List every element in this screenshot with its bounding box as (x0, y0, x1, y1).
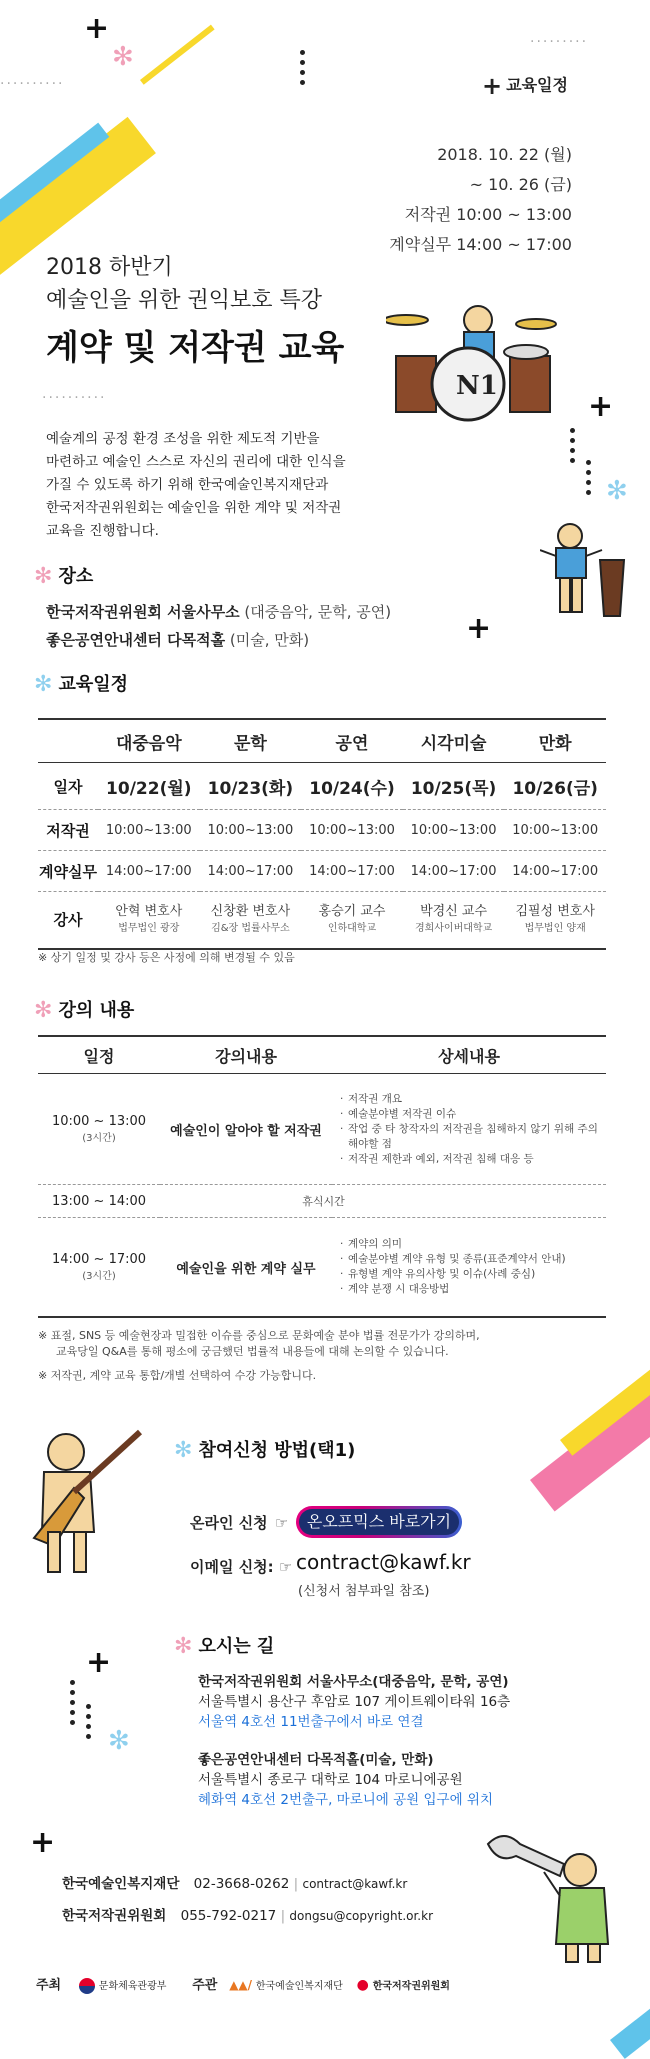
row-label: 강사 (38, 892, 98, 950)
intro-text (46, 428, 346, 543)
intro-line: 마련하고 예술인 스스로 자신의 권리에 대한 인식을 (46, 454, 346, 470)
contact-email[interactable]: dongsu@copyright.or.kr (289, 1909, 433, 1923)
vertical-dots (86, 1704, 92, 1744)
table-cell: 10:00~13:00 (301, 810, 403, 851)
trumpeter-illustration (484, 1824, 634, 1964)
organizer-label: 주관 (192, 1978, 218, 1993)
venue-item (46, 598, 391, 626)
place-address: 서울특별시 용산구 후암로 107 게이트웨이타워 16층 (198, 1694, 511, 1710)
table-header-cell: 시각미술 (403, 719, 505, 763)
dotted-line: ·········· (0, 76, 65, 92)
yellow-stripe-top (140, 25, 215, 85)
table-cell: 10/22(월) (98, 763, 200, 810)
plus-icon: + (30, 1825, 56, 1860)
kawf-logo-icon: ▲▲/ (229, 1978, 253, 1992)
lecture-table (38, 1035, 606, 1318)
pointing-hand-icon: ☞ (274, 1514, 289, 1532)
instructor-org: 법무법인 광장 (118, 923, 180, 934)
title-main: 계약 및 저작권 교육 (46, 328, 345, 368)
venue-name: 좋은공연안내센터 다목적홀 (46, 631, 226, 649)
table-header-cell: 대중음악 (98, 719, 200, 763)
intro-line: 교육을 진행합니다. (46, 523, 159, 539)
lecture-time (38, 1074, 160, 1185)
table-header-cell: 상세내용 (332, 1036, 606, 1074)
table-row (38, 851, 606, 892)
snowflake-icon: ✻ (174, 1634, 193, 1659)
dotted-line: ·········· (42, 390, 107, 406)
lecture-details (332, 1074, 606, 1185)
note-line: ※ 표절, SNS 등 예술현장과 밀접한 이슈를 중심으로 문화예술 분야 법률 전문가가 강의하며, (38, 1329, 480, 1342)
title-year: 2018 하반기 (46, 255, 173, 280)
online-label: 온라인 신청 (190, 1514, 268, 1532)
detail-item: · 예술분야별 계약 유형 및 종류(표준계약서 안내) (340, 1252, 606, 1267)
table-cell: 14:00~17:00 (504, 851, 606, 892)
duration: (3시간) (82, 1271, 116, 1282)
email-note: (신청서 첨부파일 참조) (298, 1584, 430, 1599)
plus-icon: + (466, 611, 492, 646)
table-header-cell: 일정 (38, 1036, 160, 1074)
table-cell: 10:00~13:00 (403, 810, 505, 851)
snowflake-icon: ✻ (34, 672, 53, 697)
snowflake-icon: ✻ (34, 998, 53, 1023)
lecture-heading-text: 강의 내용 (58, 1000, 135, 1021)
apply-heading (174, 1436, 355, 1464)
instructor-name: 신창환 변호사 (210, 904, 291, 919)
date-end: ~ 10. 26 (금) (469, 175, 572, 194)
snowflake-icon: ✻ (174, 1438, 193, 1463)
table-cell: 10/26(금) (504, 763, 606, 810)
plus-icon: + (588, 389, 614, 424)
venue-list (46, 598, 391, 654)
date-range (389, 140, 572, 260)
email-address[interactable]: contract@kawf.kr (296, 1550, 471, 1574)
separator: | (280, 1908, 286, 1924)
ministry-logo-icon (79, 1978, 95, 1994)
instructor-org: 법무법인 양재 (524, 923, 586, 934)
date-start: 2018. 10. 22 (월) (437, 145, 572, 164)
place-transit: 서울역 4호선 11번출구에서 바로 연결 (198, 1714, 424, 1730)
host-label: 주최 (36, 1978, 62, 1993)
table-cell: 14:00~17:00 (301, 851, 403, 892)
separator: | (293, 1876, 299, 1892)
kcc-logo-icon: ● (356, 1977, 369, 1993)
schedule-header: + 교육일정 (482, 72, 568, 100)
table-cell (403, 892, 505, 950)
schedule-heading (34, 670, 128, 698)
table-row (38, 719, 606, 763)
row-label: 저작권 (38, 810, 98, 851)
instructor-org: 경희사이버대학교 (414, 923, 493, 934)
contact-item (62, 1900, 433, 1932)
note-line: 교육당일 Q&A를 통해 평소에 궁금했던 법률적 내용들에 대해 논의할 수 있습니다. (56, 1345, 449, 1358)
schedule-heading-text: 교육일정 (58, 674, 128, 695)
vertical-dots (300, 50, 306, 90)
detail-item: · 계약 분쟁 시 대응방법 (340, 1282, 606, 1297)
snowflake-icon: ✻ (34, 564, 53, 589)
plus-icon: + (84, 11, 110, 46)
place-title: 한국저작권위원회 서울사무소(대중음악, 문학, 공연) (198, 1674, 509, 1690)
contact-item (62, 1868, 433, 1900)
break-time: 13:00 ~ 14:00 (38, 1185, 160, 1218)
lecture-time (38, 1218, 160, 1318)
detail-item: · 저작권 제한과 예외, 저작권 침해 대응 등 (340, 1152, 606, 1167)
venue-fields: (대중음악, 문학, 공연) (244, 603, 392, 621)
note-line: ※ 저작권, 계약 교육 통합/개별 선택하여 수강 가능합니다. (38, 1369, 317, 1382)
table-row (38, 892, 606, 950)
lecture-topic: 예술인을 위한 계약 실무 (160, 1218, 332, 1318)
table-header-cell: 만화 (504, 719, 606, 763)
table-row (38, 763, 606, 810)
apply-heading-text: 참여신청 방법(택1) (198, 1440, 356, 1461)
table-header-cell: 강의내용 (160, 1036, 332, 1074)
onoffmix-button[interactable] (296, 1506, 462, 1538)
venue-fields: (미술, 만화) (229, 631, 310, 649)
time-range: 10:00 ~ 13:00 (51, 1114, 147, 1129)
vertical-dots (586, 460, 592, 500)
table-cell: 14:00~17:00 (403, 851, 505, 892)
instructor-name: 홍승기 교수 (318, 904, 386, 919)
vertical-dots (570, 428, 576, 468)
host-name: 문화체육관광부 (98, 1981, 167, 1992)
contract-time: 계약실무 14:00 ~ 17:00 (389, 235, 572, 254)
table-cell (504, 892, 606, 950)
place-title: 좋은공연안내센터 다목적홀(미술, 만화) (198, 1752, 434, 1768)
lecture-details (332, 1218, 606, 1318)
table-cell (200, 892, 302, 950)
directions-list (198, 1672, 510, 1810)
table-cell (301, 892, 403, 950)
table-cell: 14:00~17:00 (200, 851, 302, 892)
intro-line: 예술계의 공정 환경 조성을 위한 제도적 기반을 (46, 431, 320, 447)
snowflake-icon: ✻ (112, 42, 134, 72)
table-cell: 10/24(수) (301, 763, 403, 810)
duration: (3시간) (82, 1133, 116, 1144)
contact-org: 한국예술인복지재단 (62, 1876, 180, 1892)
table-cell: 14:00~17:00 (98, 851, 200, 892)
online-apply-label (190, 1512, 288, 1533)
table-header-cell: 문학 (200, 719, 302, 763)
place-transit: 혜화역 4호선 2번출구, 마로니에 공원 입구에 위치 (198, 1792, 493, 1808)
table-cell: 10/25(목) (403, 763, 505, 810)
lecture-note (38, 1328, 480, 1384)
directions-heading (174, 1632, 274, 1660)
schedule-label: 교육일정 (506, 75, 568, 95)
copyright-time: 저작권 10:00 ~ 13:00 (404, 205, 572, 224)
table-cell (98, 892, 200, 950)
detail-item: · 저작권 개요 (340, 1092, 606, 1107)
venue-item (46, 626, 391, 654)
contact-phone: 02-3668-0262 (193, 1876, 290, 1892)
break-label: 휴식시간 (160, 1185, 606, 1218)
instructor-name: 박경신 교수 (420, 904, 488, 919)
email-label: 이메일 신청: (190, 1558, 274, 1576)
intro-line: 한국저작권위원회는 예술인을 위한 계약 및 저작권 (46, 500, 342, 516)
pointing-hand-icon: ☞ (278, 1558, 293, 1576)
intro-line: 가질 수 있도록 하기 위해 한국예술인복지재단과 (46, 477, 329, 493)
row-label: 일자 (38, 763, 98, 810)
table-row (38, 1074, 606, 1185)
contact-org: 한국저작권위원회 (62, 1908, 167, 1924)
table-cell: 10:00~13:00 (504, 810, 606, 851)
schedule-note: ※ 상기 일정 및 강사 등은 사정에 의해 변경될 수 있음 (38, 951, 295, 964)
table-row (38, 1218, 606, 1318)
venue-heading (34, 562, 93, 590)
dotted-line: ········· (530, 34, 589, 50)
place-address: 서울특별시 종로구 대학로 104 마로니에공원 (198, 1772, 463, 1788)
detail-item: · 예술분야별 저작권 이슈 (340, 1107, 606, 1122)
table-header-cell: 공연 (301, 719, 403, 763)
table-row (38, 810, 606, 851)
blue-stripe-right (610, 2003, 650, 2059)
venue-name: 한국저작권위원회 서울사무소 (46, 603, 240, 621)
onoffmix-button-label: 온오프믹스 바로가기 (299, 1509, 459, 1535)
detail-item: · 작업 중 타 창작자의 저작권을 침해하지 않기 위해 주의해야할 점 (340, 1122, 606, 1152)
table-cell: 10/23(화) (200, 763, 302, 810)
footer (36, 1974, 616, 1994)
contact-phone: 055-792-0217 (180, 1908, 277, 1924)
schedule-table (38, 718, 606, 950)
organizer-name: 한국예술인복지재단 (255, 1981, 343, 1992)
title-subtitle: 예술인을 위한 권익보호 특강 (46, 288, 323, 313)
table-cell: 10:00~13:00 (200, 810, 302, 851)
drummer-illustration (386, 296, 566, 426)
snowflake-icon: ✻ (606, 476, 628, 506)
svg-text:N1: N1 (456, 371, 498, 401)
organizer-name: 한국저작권위원회 (372, 1981, 450, 1992)
lecture-heading (34, 996, 134, 1024)
page-title (46, 250, 344, 369)
contact-list (62, 1868, 433, 1932)
snowflake-icon: ✻ (108, 1726, 130, 1756)
instructor-org: 김&장 법률사무소 (211, 923, 290, 934)
table-header-cell (38, 719, 98, 763)
table-row (38, 1185, 606, 1218)
email-apply (190, 1556, 292, 1577)
directions-heading-text: 오시는 길 (198, 1636, 275, 1657)
venue-heading-text: 장소 (58, 566, 94, 587)
plus-icon: + (86, 1645, 112, 1680)
row-label: 계약실무 (38, 851, 98, 892)
table-cell: 10:00~13:00 (98, 810, 200, 851)
detail-item: · 유형별 계약 유의사항 및 이슈(사례 중심) (340, 1267, 606, 1282)
contact-email[interactable]: contract@kawf.kr (302, 1877, 408, 1891)
character-illustration (540, 520, 630, 620)
instructor-name: 안혁 변호사 (115, 904, 183, 919)
lecture-topic: 예술인이 알아야 할 저작권 (160, 1074, 332, 1185)
time-range: 14:00 ~ 17:00 (51, 1252, 147, 1267)
table-row (38, 1036, 606, 1074)
detail-item: · 계약의 의미 (340, 1237, 606, 1252)
vertical-dots (70, 1680, 76, 1730)
instructor-org: 인하대학교 (327, 923, 377, 934)
guitarist-illustration (14, 1428, 154, 1578)
instructor-name: 김필성 변호사 (515, 904, 595, 919)
